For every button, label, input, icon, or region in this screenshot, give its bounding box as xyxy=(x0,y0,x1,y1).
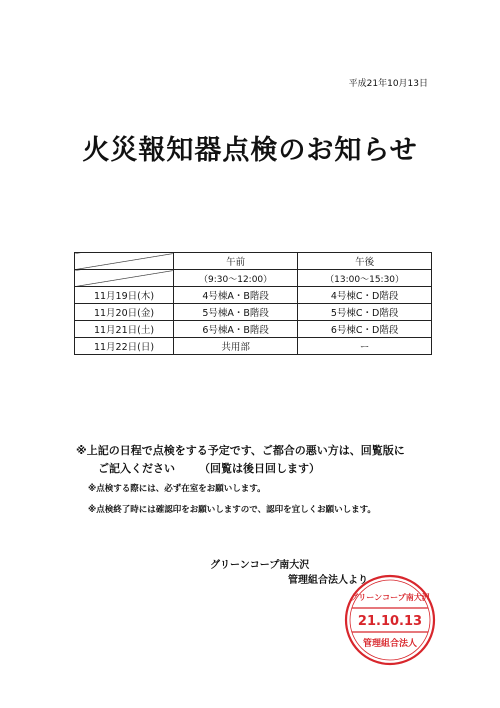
header-pm-time: （13:00～15:30） xyxy=(298,270,432,287)
row-pm: 6号棟C・D階段 xyxy=(298,321,432,338)
issuer-name: グリーンコープ南大沢 xyxy=(210,560,310,571)
stamp-bottom-text: 管理組合法人 xyxy=(362,639,418,649)
row-am: 共用部 xyxy=(174,338,298,355)
row-pm: 5号棟C・D階段 xyxy=(298,304,432,321)
main-notice-line2 xyxy=(76,460,456,478)
row-date: 11月22日(日) xyxy=(75,338,174,355)
row-date: 11月19日(木) xyxy=(75,287,174,304)
issue-date: 平成21年10月13日 xyxy=(348,79,428,89)
stamp-seal-icon xyxy=(342,572,438,668)
row-am: 4号棟A・B階段 xyxy=(174,287,298,304)
header-pm: 午後 xyxy=(298,253,432,270)
table-subheader-row xyxy=(75,270,432,287)
corner-cell-sub xyxy=(75,270,174,287)
header-am: 午前 xyxy=(174,253,298,270)
issuer-org: 管理組合法人より xyxy=(288,575,368,586)
main-notice xyxy=(76,442,456,478)
row-am: 6号棟A・B階段 xyxy=(174,321,298,338)
inspection-schedule-table xyxy=(74,252,432,355)
table-row xyxy=(75,287,432,304)
table-header-row xyxy=(75,253,432,270)
row-am: 5号棟A・B階段 xyxy=(174,304,298,321)
table-row xyxy=(75,321,432,338)
corner-cell xyxy=(75,253,174,270)
table-row xyxy=(75,338,432,355)
note-presence: ※点検する際には、必ず在室をお願いします。 xyxy=(88,484,266,494)
main-notice-line2-paren: （回覧は後日回します） xyxy=(199,462,320,475)
table-row xyxy=(75,304,432,321)
main-notice-line1: ※上記の日程で点検をする予定です、ご都合の悪い方は、回覧版に xyxy=(76,444,405,457)
main-notice-line2-text: ご記入ください xyxy=(98,462,175,475)
page-title: 火災報知器点検のお知らせ xyxy=(82,135,418,166)
row-date: 11月21日(土) xyxy=(75,321,174,338)
note-seal: ※点検終了時には確認印をお願いしますので、認印を宜しくお願いします。 xyxy=(88,505,376,515)
approval-stamp xyxy=(342,572,438,668)
row-date: 11月20日(金) xyxy=(75,304,174,321)
header-am-time: （9:30～12:00） xyxy=(174,270,298,287)
stamp-top-text: グリーンコープ南大沢 xyxy=(350,593,430,602)
row-pm: ー xyxy=(298,338,432,355)
stamp-date-text: 21.10.13 xyxy=(357,614,423,629)
row-pm: 4号棟C・D階段 xyxy=(298,287,432,304)
